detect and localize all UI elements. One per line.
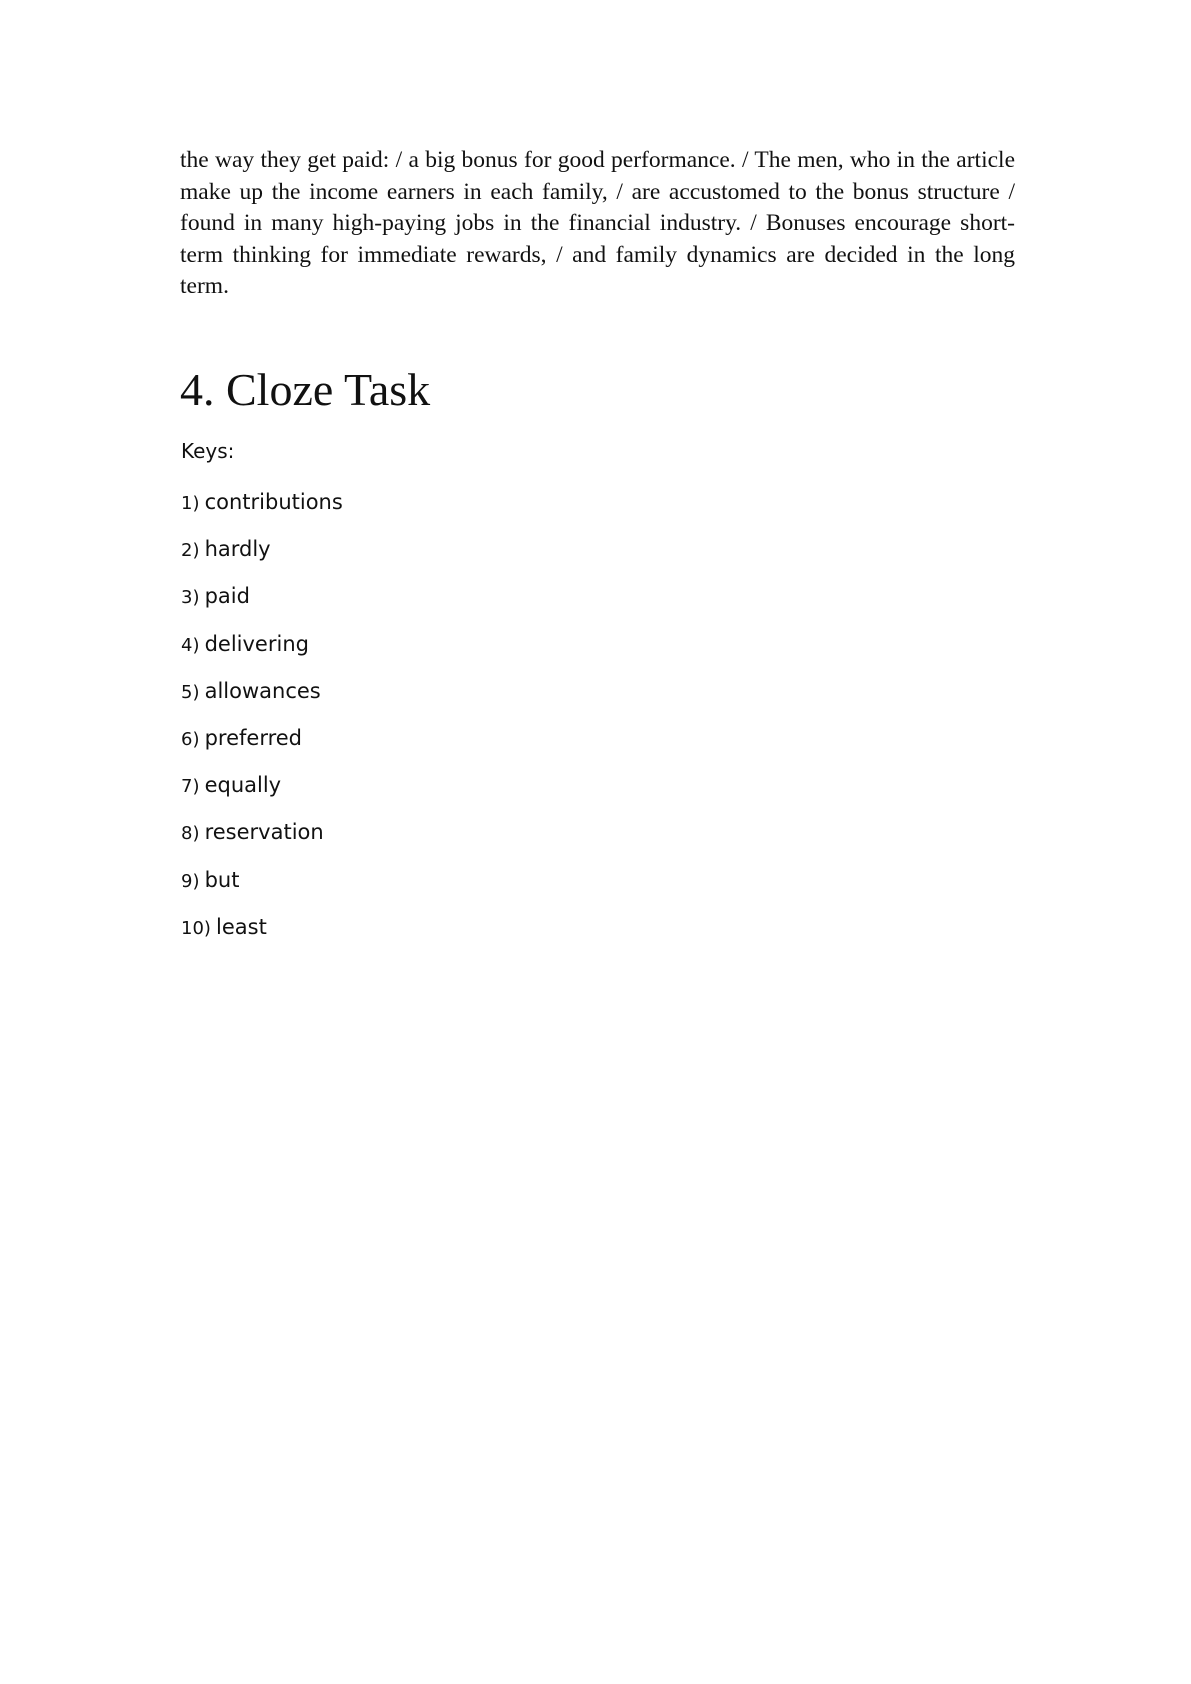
answer-word: paid	[204, 584, 250, 609]
answer-word: hardly	[204, 537, 271, 562]
answer-item	[181, 770, 343, 817]
answer-item	[181, 534, 343, 581]
body-paragraph: the way they get paid: / a big bonus for good performance. / The men, who in the article make up the income earners in each family, / are accustomed to the bonus structure / found in many high-paying jobs in the financial industry. / Bonuses encourage short-term thinking for immediate rewards, / and family dynamics are decided in the long term.	[180, 147, 1015, 299]
answer-item	[181, 723, 343, 770]
answer-item	[181, 865, 343, 912]
answer-word: reservation	[204, 820, 324, 845]
answer-item	[181, 676, 343, 723]
answer-number: 7)	[181, 776, 200, 798]
answer-item	[181, 487, 343, 534]
answer-number: 4)	[181, 634, 200, 656]
answer-word: preferred	[204, 725, 303, 750]
answer-number: 6)	[181, 728, 200, 750]
answer-item	[181, 629, 343, 676]
answer-number: 2)	[181, 540, 200, 562]
answer-number: 1)	[181, 493, 200, 514]
answer-word: contributions	[204, 490, 343, 514]
answer-word: but	[204, 867, 240, 892]
answer-item	[181, 912, 343, 959]
answer-number: 8)	[181, 823, 200, 845]
answer-item	[181, 817, 343, 864]
answer-word: equally	[204, 773, 282, 798]
answer-number: 9)	[181, 870, 200, 892]
answer-number: 3)	[181, 587, 200, 609]
answer-word: delivering	[204, 631, 309, 656]
answer-item	[181, 581, 343, 628]
answer-word: least	[216, 914, 267, 939]
answer-word: allowances	[204, 678, 321, 703]
answer-number: 10)	[181, 917, 211, 939]
answer-number: 5)	[181, 681, 200, 703]
keys-label: Keys:	[181, 439, 235, 463]
section-heading: 4. Cloze Task	[180, 364, 431, 415]
answer-key-list	[181, 487, 343, 959]
